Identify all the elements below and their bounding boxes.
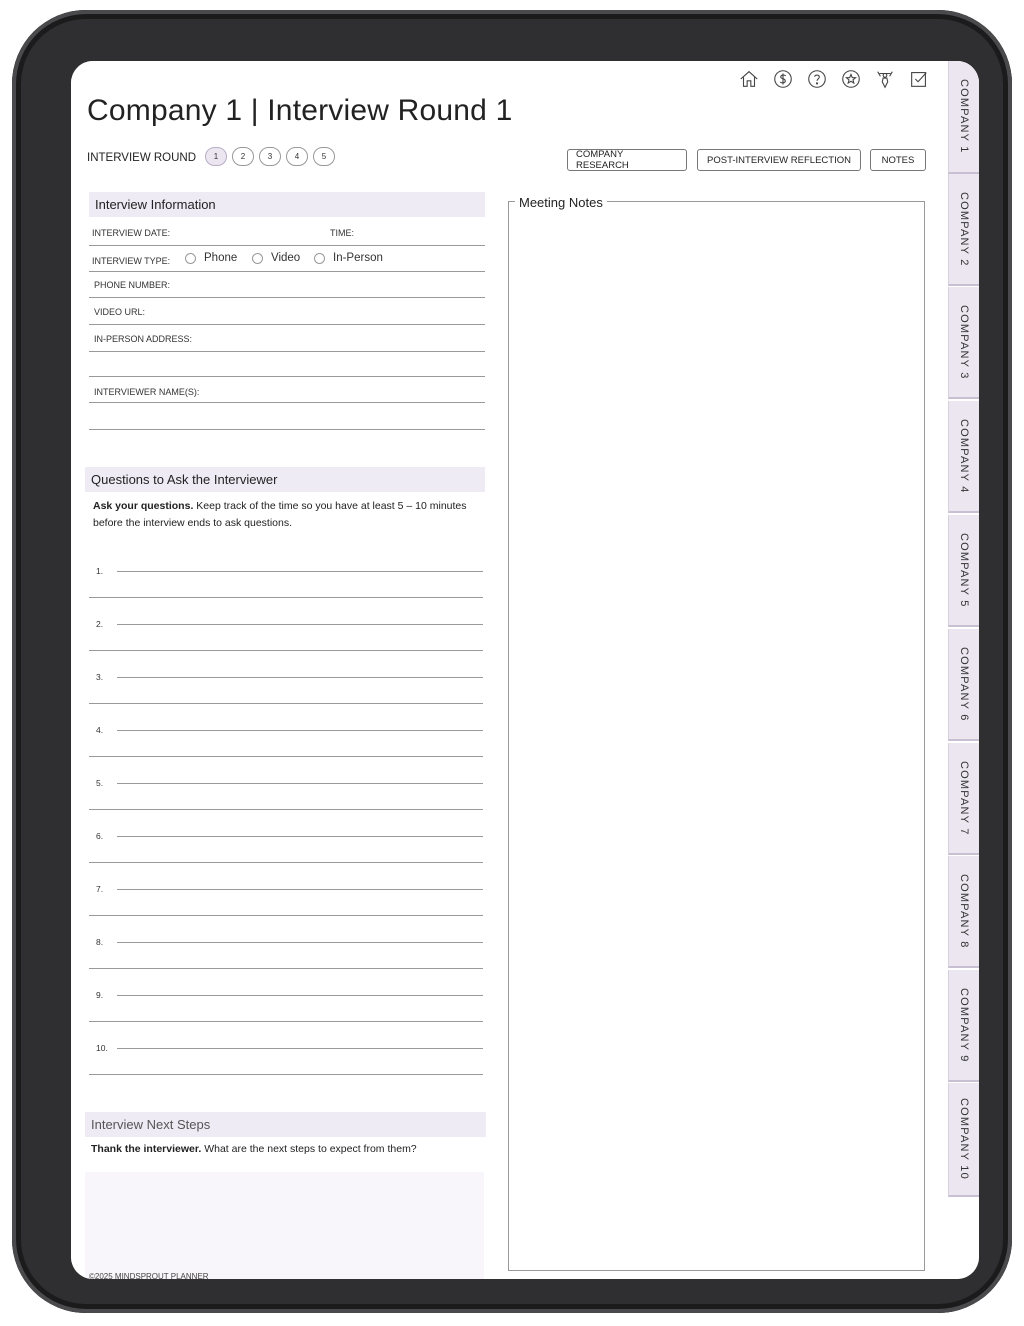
question-separator[interactable] — [89, 597, 483, 598]
question-line[interactable] — [117, 624, 483, 625]
time-label: TIME: — [330, 228, 354, 238]
question-number: 3. — [96, 672, 104, 682]
interviewer-names-label: INTERVIEWER NAME(S): — [94, 387, 200, 397]
round-5-button[interactable]: 5 — [313, 147, 335, 166]
home-icon[interactable] — [737, 67, 761, 91]
in-person-address-line-2[interactable] — [89, 352, 485, 377]
question-line[interactable] — [117, 836, 483, 837]
tab-company-1-label: COMPANY 1 — [958, 79, 970, 154]
radio-in-person-label: In-Person — [333, 252, 383, 264]
tab-company-5-label: COMPANY 5 — [958, 532, 970, 608]
tab-company-7[interactable] — [948, 743, 979, 855]
tab-company-4-label: COMPANY 4 — [958, 418, 970, 494]
post-interview-reflection-button[interactable]: POST-INTERVIEW REFLECTION — [697, 149, 861, 171]
company-research-button[interactable]: COMPANY RESEARCH — [567, 149, 687, 171]
next-steps-input-area[interactable] — [85, 1172, 484, 1279]
question-separator[interactable] — [89, 1074, 483, 1075]
interview-date-label: INTERVIEW DATE: — [92, 228, 171, 238]
in-person-address-label: IN-PERSON ADDRESS: — [94, 334, 193, 344]
question-number: 9. — [96, 990, 104, 1000]
radio-circle[interactable] — [314, 253, 325, 264]
video-url-field[interactable] — [89, 298, 485, 325]
tab-company-9-label: COMPANY 9 — [958, 987, 970, 1063]
question-separator[interactable] — [89, 862, 483, 863]
question-separator[interactable] — [89, 650, 483, 651]
planner-page — [71, 61, 948, 1279]
meeting-notes-title: Meeting Notes — [515, 195, 607, 210]
question-separator[interactable] — [89, 915, 483, 916]
tab-company-3-label: COMPANY 3 — [958, 304, 970, 380]
video-url-label: VIDEO URL: — [94, 307, 146, 317]
question-number: 8. — [96, 937, 104, 947]
dollar-icon[interactable] — [771, 67, 795, 91]
tab-company-2[interactable] — [948, 174, 979, 286]
tab-company-6[interactable] — [948, 629, 979, 741]
radio-video[interactable] — [252, 252, 300, 264]
checkbox-icon[interactable] — [907, 67, 931, 91]
questions-intro — [93, 498, 483, 532]
next-steps-heading: Interview Next Steps — [85, 1112, 486, 1137]
question-line[interactable] — [117, 677, 483, 678]
tab-company-7-label: COMPANY 7 — [958, 760, 970, 836]
radio-phone-label: Phone — [204, 252, 238, 264]
question-number: 10. — [96, 1043, 108, 1053]
question-separator[interactable] — [89, 968, 483, 969]
questions-heading: Questions to Ask the Interviewer — [85, 467, 485, 492]
tab-company-10-label: COMPANY 10 — [958, 1098, 970, 1180]
round-4-button[interactable]: 4 — [286, 147, 308, 166]
radio-circle[interactable] — [252, 253, 263, 264]
round-3-button[interactable]: 3 — [259, 147, 281, 166]
radio-video-label: Video — [271, 252, 301, 264]
question-line[interactable] — [117, 889, 483, 890]
question-number: 5. — [96, 778, 104, 788]
question-line[interactable] — [117, 942, 483, 943]
tab-company-5[interactable] — [948, 515, 979, 627]
tab-company-8-label: COMPANY 8 — [958, 873, 970, 949]
tab-company-3[interactable] — [948, 287, 979, 399]
question-number: 4. — [96, 725, 104, 735]
company-side-tabs — [948, 61, 979, 1279]
interview-round-selector — [205, 147, 335, 166]
meeting-notes-area[interactable] — [508, 201, 925, 1271]
tab-company-1[interactable] — [948, 61, 979, 174]
tab-company-10[interactable] — [948, 1083, 979, 1197]
tab-company-9[interactable] — [948, 970, 979, 1082]
question-separator[interactable] — [89, 809, 483, 810]
tab-company-4[interactable] — [948, 401, 979, 513]
help-icon[interactable] — [805, 67, 829, 91]
top-nav-icons — [737, 67, 931, 91]
round-2-button[interactable]: 2 — [232, 147, 254, 166]
question-number: 2. — [96, 619, 104, 629]
question-line[interactable] — [117, 995, 483, 996]
question-line[interactable] — [117, 783, 483, 784]
question-number: 7. — [96, 884, 104, 894]
question-line[interactable] — [117, 730, 483, 731]
trophy-icon[interactable] — [873, 67, 897, 91]
question-separator[interactable] — [89, 756, 483, 757]
round-1-button[interactable]: 1 — [205, 147, 227, 166]
in-person-address-field[interactable] — [89, 325, 485, 352]
next-steps-intro — [91, 1141, 481, 1158]
tab-company-8[interactable] — [948, 856, 979, 968]
radio-in-person[interactable] — [314, 252, 383, 264]
tablet-screen — [71, 61, 979, 1279]
radio-circle[interactable] — [185, 253, 196, 264]
interview-round-label: INTERVIEW ROUND — [87, 152, 197, 164]
phone-number-label: PHONE NUMBER: — [94, 280, 171, 290]
question-line[interactable] — [117, 571, 483, 572]
phone-number-field[interactable] — [89, 272, 485, 298]
page-title: Company 1 | Interview Round 1 — [87, 94, 513, 127]
tab-company-2-label: COMPANY 2 — [958, 191, 970, 267]
next-steps-intro-text: What are the next steps to expect from them? — [201, 1143, 417, 1155]
next-steps-intro-bold: Thank the interviewer. — [91, 1143, 202, 1155]
star-icon[interactable] — [839, 67, 863, 91]
interview-date-field[interactable] — [89, 219, 485, 246]
interview-type-label: INTERVIEW TYPE: — [92, 256, 171, 266]
radio-phone[interactable] — [185, 252, 237, 264]
questions-intro-bold: Ask your questions. — [93, 500, 194, 512]
question-separator[interactable] — [89, 1021, 483, 1022]
tablet-frame — [12, 10, 1012, 1313]
notes-button[interactable]: NOTES — [870, 149, 926, 171]
questions-intro-text: Keep track of the time so you have at least 5 – 10 minutes before the interview ends to ask questions. — [93, 500, 467, 529]
interview-information-heading: Interview Information — [89, 192, 485, 217]
question-number: 1. — [96, 566, 104, 576]
question-line[interactable] — [117, 1048, 483, 1049]
question-separator[interactable] — [89, 703, 483, 704]
interviewer-names-line-2[interactable] — [89, 403, 485, 430]
copyright: ©2025 MINDSPROUT PLANNER — [89, 1272, 209, 1279]
question-number: 6. — [96, 831, 104, 841]
interviewer-names-field[interactable] — [89, 377, 485, 403]
tab-company-6-label: COMPANY 6 — [958, 646, 970, 722]
